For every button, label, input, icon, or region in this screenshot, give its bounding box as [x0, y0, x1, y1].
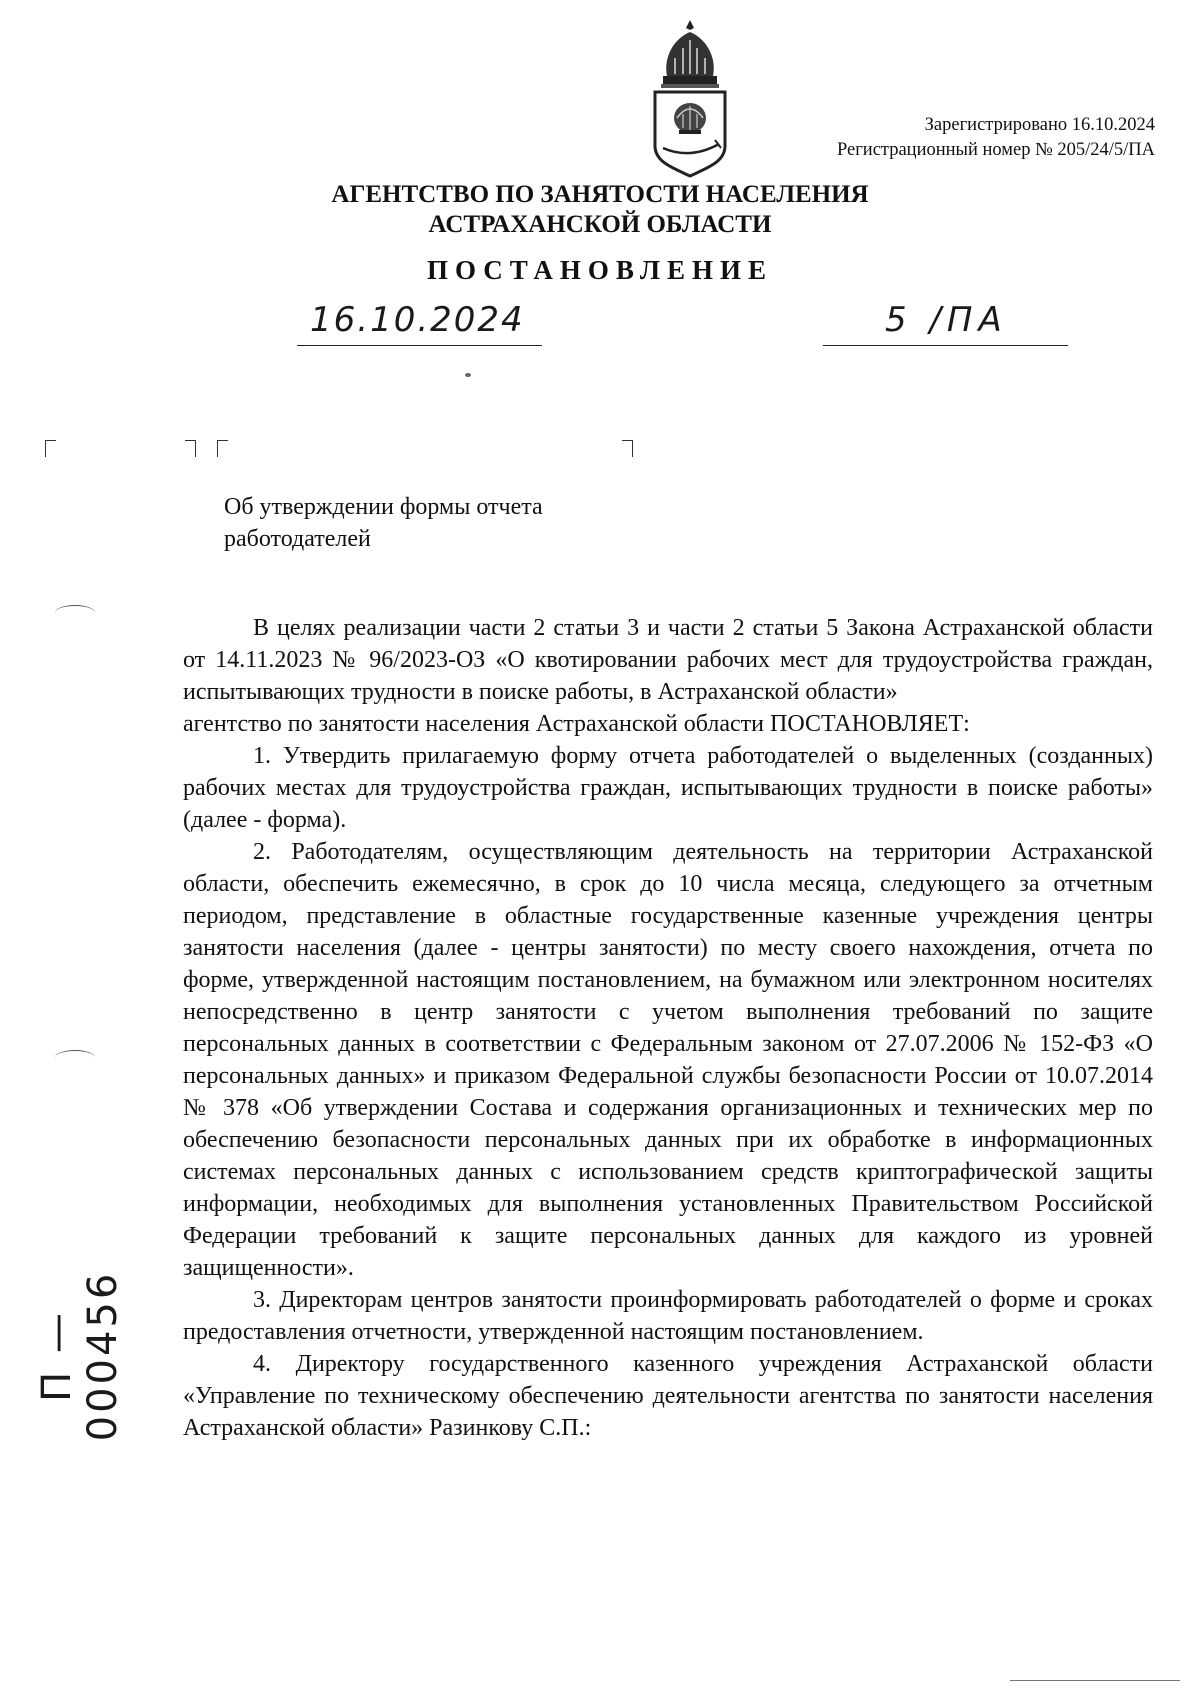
margin-corner-mark: [185, 440, 196, 457]
clause-4: 4. Директору государственного казенного учреждения Астраханской области «Управление по техническому обеспечению деятельности агентства по занятости населения Астраханской области» Разинкову С.П.:: [183, 1351, 1153, 1441]
hole-punch-mark: [55, 605, 95, 620]
registration-date: Зарегистрировано 16.10.2024: [924, 115, 1155, 135]
subject-line1: Об утверждении формы отчета: [224, 494, 543, 520]
agency-name-line1: АГЕНТСТВО ПО ЗАНЯТОСТИ НАСЕЛЕНИЯ: [331, 181, 869, 208]
registration-number: Регистрационный номер № 205/24/5/ПА: [836, 140, 1155, 160]
bottom-scan-line: [1010, 1680, 1180, 1681]
resolves-line: агентство по занятости населения Астраханской области ПОСТАНОВЛЯЕТ:: [183, 711, 970, 737]
preamble-paragraph: В целях реализации части 2 статьи 3 и части 2 статьи 5 Закона Астраханской области от 14.11.2023 № 96/2023-ОЗ «О квотировании рабочих мест для трудоустройства граждан, испытывающих трудности в поиске работы, в Астраханской области»: [183, 615, 1153, 705]
serial-stamp: [34, 1200, 126, 1470]
clause-2: 2. Работодателям, осуществляющим деятельность на территории Астраханской области, обеспечить ежемесячно, в срок до 10 числа месяца, следующего за отчетным периодом, представление в областные государственные казенные учреждения центры занятости населения (далее - центры занятости) по месту своего нахождения, отчета по форме, утвержденной настоящим постановлением, на бумажном или электронном носителях непосредственно в центр занятости с учетом выполнения требований по защите персональных данных в соответствии с Федеральным законом от 27.07.2006 № 152-ФЗ «О персональных данных» и приказом Федеральной службы безопасности России от 10.07.2014 № 378 «Об утверждении Состава и содержания организационных и технических мер по обеспечению безопасности персональных данных при их обработке в информационных системах персональных данных с использованием средств криптографической защиты информации, необходимых для выполнения установленных Правительством Российской Федерации требований к защите персональных данных для каждого из уровней защищенности».: [183, 839, 1153, 1281]
date-underline: [297, 345, 542, 346]
subject-line2: работодателей: [224, 526, 371, 552]
clause-3: 3. Директорам центров занятости проинформировать работодателей о форме и сроках предоставления отчетности, утвержденной настоящим постановлением.: [183, 1287, 1153, 1345]
document-subject: [224, 491, 694, 555]
document-type-title: ПОСТАНОВЛЕНИЕ: [426, 255, 774, 285]
margin-corner-mark: [217, 440, 228, 457]
hole-punch-mark: [55, 1050, 95, 1065]
handwritten-number: 5 /ПА: [885, 300, 1008, 340]
agency-name: [0, 180, 1200, 240]
clause-1: 1. Утвердить прилагаемую форму отчета работодателей о выделенных (созданных) рабочих местах для трудоустройства граждан, испытывающих трудности в поиске работы» (далее - форма).: [183, 743, 1153, 833]
document-body: [183, 612, 1153, 1444]
scan-dot: [465, 373, 471, 377]
agency-name-line2: АСТРАХАНСКОЙ ОБЛАСТИ: [428, 211, 772, 238]
registration-block: [837, 113, 1155, 163]
handwritten-date: 16.10.2024: [310, 300, 525, 340]
margin-corner-mark: [45, 440, 56, 457]
astrakhan-coat-of-arms-icon: [645, 18, 735, 178]
margin-corner-mark: [622, 440, 633, 457]
number-underline: [823, 345, 1068, 346]
serial-stamp-text: П — 000456: [34, 1270, 126, 1442]
